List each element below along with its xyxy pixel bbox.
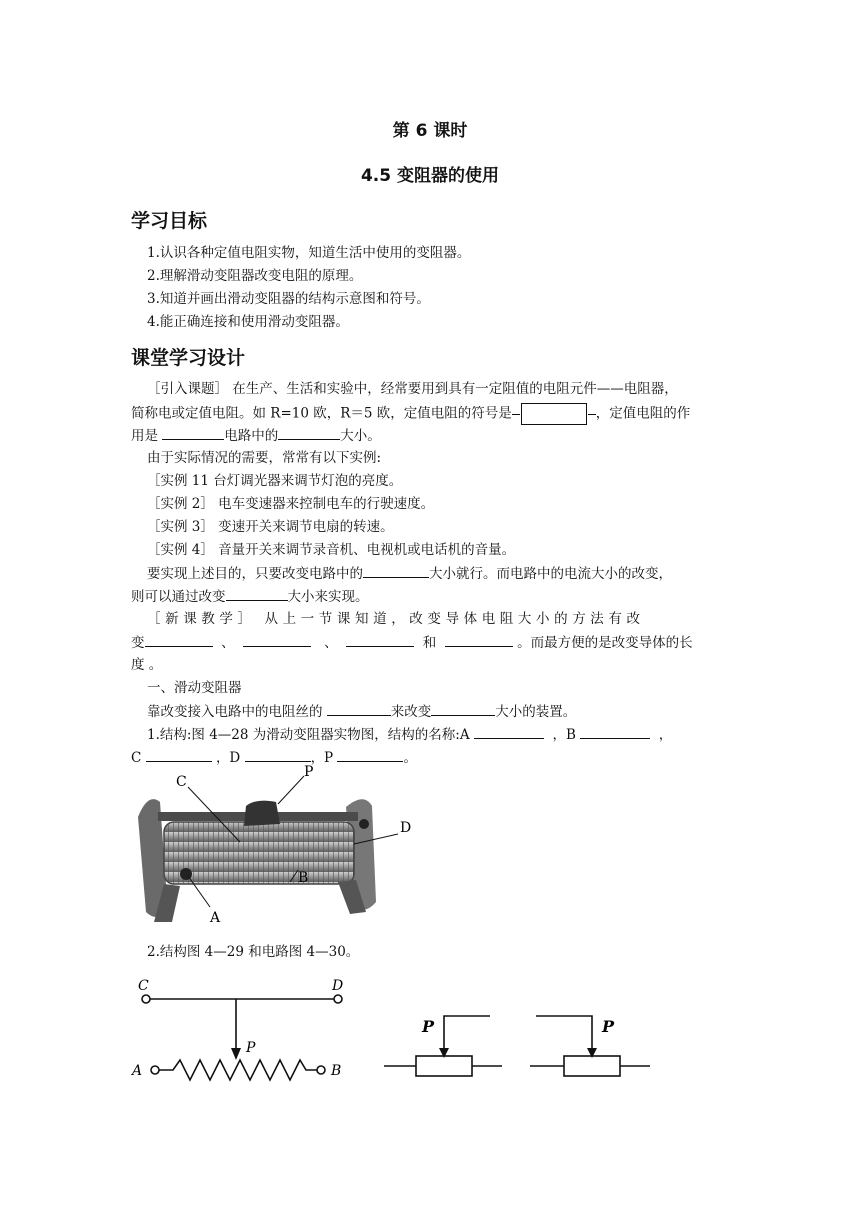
answer-blank[interactable] — [278, 426, 340, 440]
page-title: 4.5 变阻器的使用 — [360, 166, 500, 186]
label-c: C — [138, 978, 149, 994]
need-line: 由于实际情况的需要，常常有以下实例: — [147, 450, 382, 466]
structure-line: C ，D ，P 。 — [131, 750, 417, 766]
answer-blank[interactable] — [337, 748, 403, 762]
label-p: P — [602, 1017, 615, 1036]
resistor-symbol — [521, 403, 587, 425]
goal-item: 1.认识各种定值电阻实物，知道生活中使用的变阻器。 — [147, 245, 471, 261]
answer-blank[interactable] — [580, 725, 650, 739]
slider — [244, 801, 280, 826]
figure-caption: 2.结构图 4—29 和电路图 4—30。 — [147, 944, 360, 960]
example-item: ［实例 3］ 变速开关来调节电扇的转速。 — [147, 519, 394, 535]
slider-lead — [444, 1016, 490, 1050]
intro-line: 用是 电路中的 大小。 — [131, 428, 381, 444]
answer-blank[interactable] — [145, 633, 213, 647]
goal-line: 要实现上述目的，只要改变电路中的 大小就行。而电路中的电流大小的改变， — [147, 566, 672, 582]
answer-blank[interactable] — [346, 633, 414, 647]
rheostat-structure-diagram — [128, 970, 358, 1082]
rheostat-symbol-body — [416, 1056, 472, 1076]
goal-line: 则可以通过改变 大小来实现。 — [131, 589, 369, 605]
design-heading: 课堂学习设计 — [131, 347, 246, 369]
example-item: ［实例 4］ 音量开关来调节录音机、电视机或电话机的音量。 — [147, 542, 516, 558]
label-a: A — [210, 910, 221, 926]
terminal-d — [334, 995, 342, 1003]
definition-line: 靠改变接入电路中的电阻丝的 来改变 大小的装置。 — [147, 704, 577, 720]
answer-blank[interactable] — [474, 725, 544, 739]
example-item: ［实例 11 台灯调光器来调节灯泡的亮度。 — [147, 473, 403, 489]
answer-blank[interactable] — [226, 587, 288, 601]
goal-item: 4.能正确连接和使用滑动变阻器。 — [147, 314, 349, 330]
answer-blank[interactable] — [245, 748, 311, 762]
label-a: A — [132, 1063, 143, 1079]
goal-item: 2.理解滑动变阻器改变电阻的原理。 — [147, 268, 363, 284]
new-lesson-line: 度 。 — [131, 657, 163, 673]
answer-blank[interactable] — [243, 633, 311, 647]
label-p: P — [304, 764, 314, 780]
new-lesson-line: 变 、 、 和 。而最方便的是改变导体的长 — [131, 635, 693, 651]
label-p: P — [246, 1040, 256, 1056]
answer-blank[interactable] — [431, 702, 495, 716]
answer-blank[interactable] — [162, 426, 224, 440]
resistance-wire — [159, 1060, 317, 1080]
label-d: D — [400, 820, 412, 836]
answer-blank[interactable] — [327, 702, 391, 716]
lesson-number: 第 6 课时 — [392, 121, 468, 141]
terminal-a — [151, 1066, 159, 1074]
example-item: ［实例 2］ 电车变速器来控制电车的行驶速度。 — [147, 496, 435, 512]
rheostat-photo — [128, 762, 418, 932]
label-d: D — [332, 978, 344, 994]
label-b: B — [298, 870, 309, 886]
slider-lead — [536, 1016, 592, 1050]
rheostat-symbol-body — [564, 1056, 620, 1076]
goals-heading: 学习目标 — [131, 210, 208, 232]
section-heading: 一、滑动变阻器 — [147, 680, 242, 696]
terminal-a — [180, 868, 192, 880]
answer-blank[interactable] — [146, 748, 212, 762]
terminal-c — [142, 995, 150, 1003]
new-lesson-line: ［新课教学］ 从上一节课知道，改变导体电阻大小的方法有改 — [147, 611, 645, 627]
terminal-b — [317, 1066, 325, 1074]
terminal-d — [359, 819, 369, 829]
intro-line: ［引入课题］ 在生产、生活和实验中，经常要用到具有一定阻值的电阻元件——电阻器， — [147, 381, 678, 397]
structure-line: 1.结构:图 4—28 为滑动变阻器实物图，结构的名称:A ，B ， — [147, 727, 673, 743]
answer-blank[interactable] — [363, 564, 429, 578]
label-p: P — [422, 1017, 435, 1036]
resistance-coil — [164, 822, 354, 884]
label-c: C — [176, 774, 187, 790]
goal-item: 3.知道并画出滑动变阻器的结构示意图和符号。 — [147, 291, 430, 307]
answer-blank[interactable] — [445, 633, 513, 647]
intro-line: 简称电或定值电阻。如 R=10 欧，R＝5 欧，定值电阻的符号是 ，定值电阻的作 — [131, 403, 690, 425]
label-b: B — [331, 1063, 342, 1079]
rheostat-circuit-symbols — [380, 1004, 660, 1084]
